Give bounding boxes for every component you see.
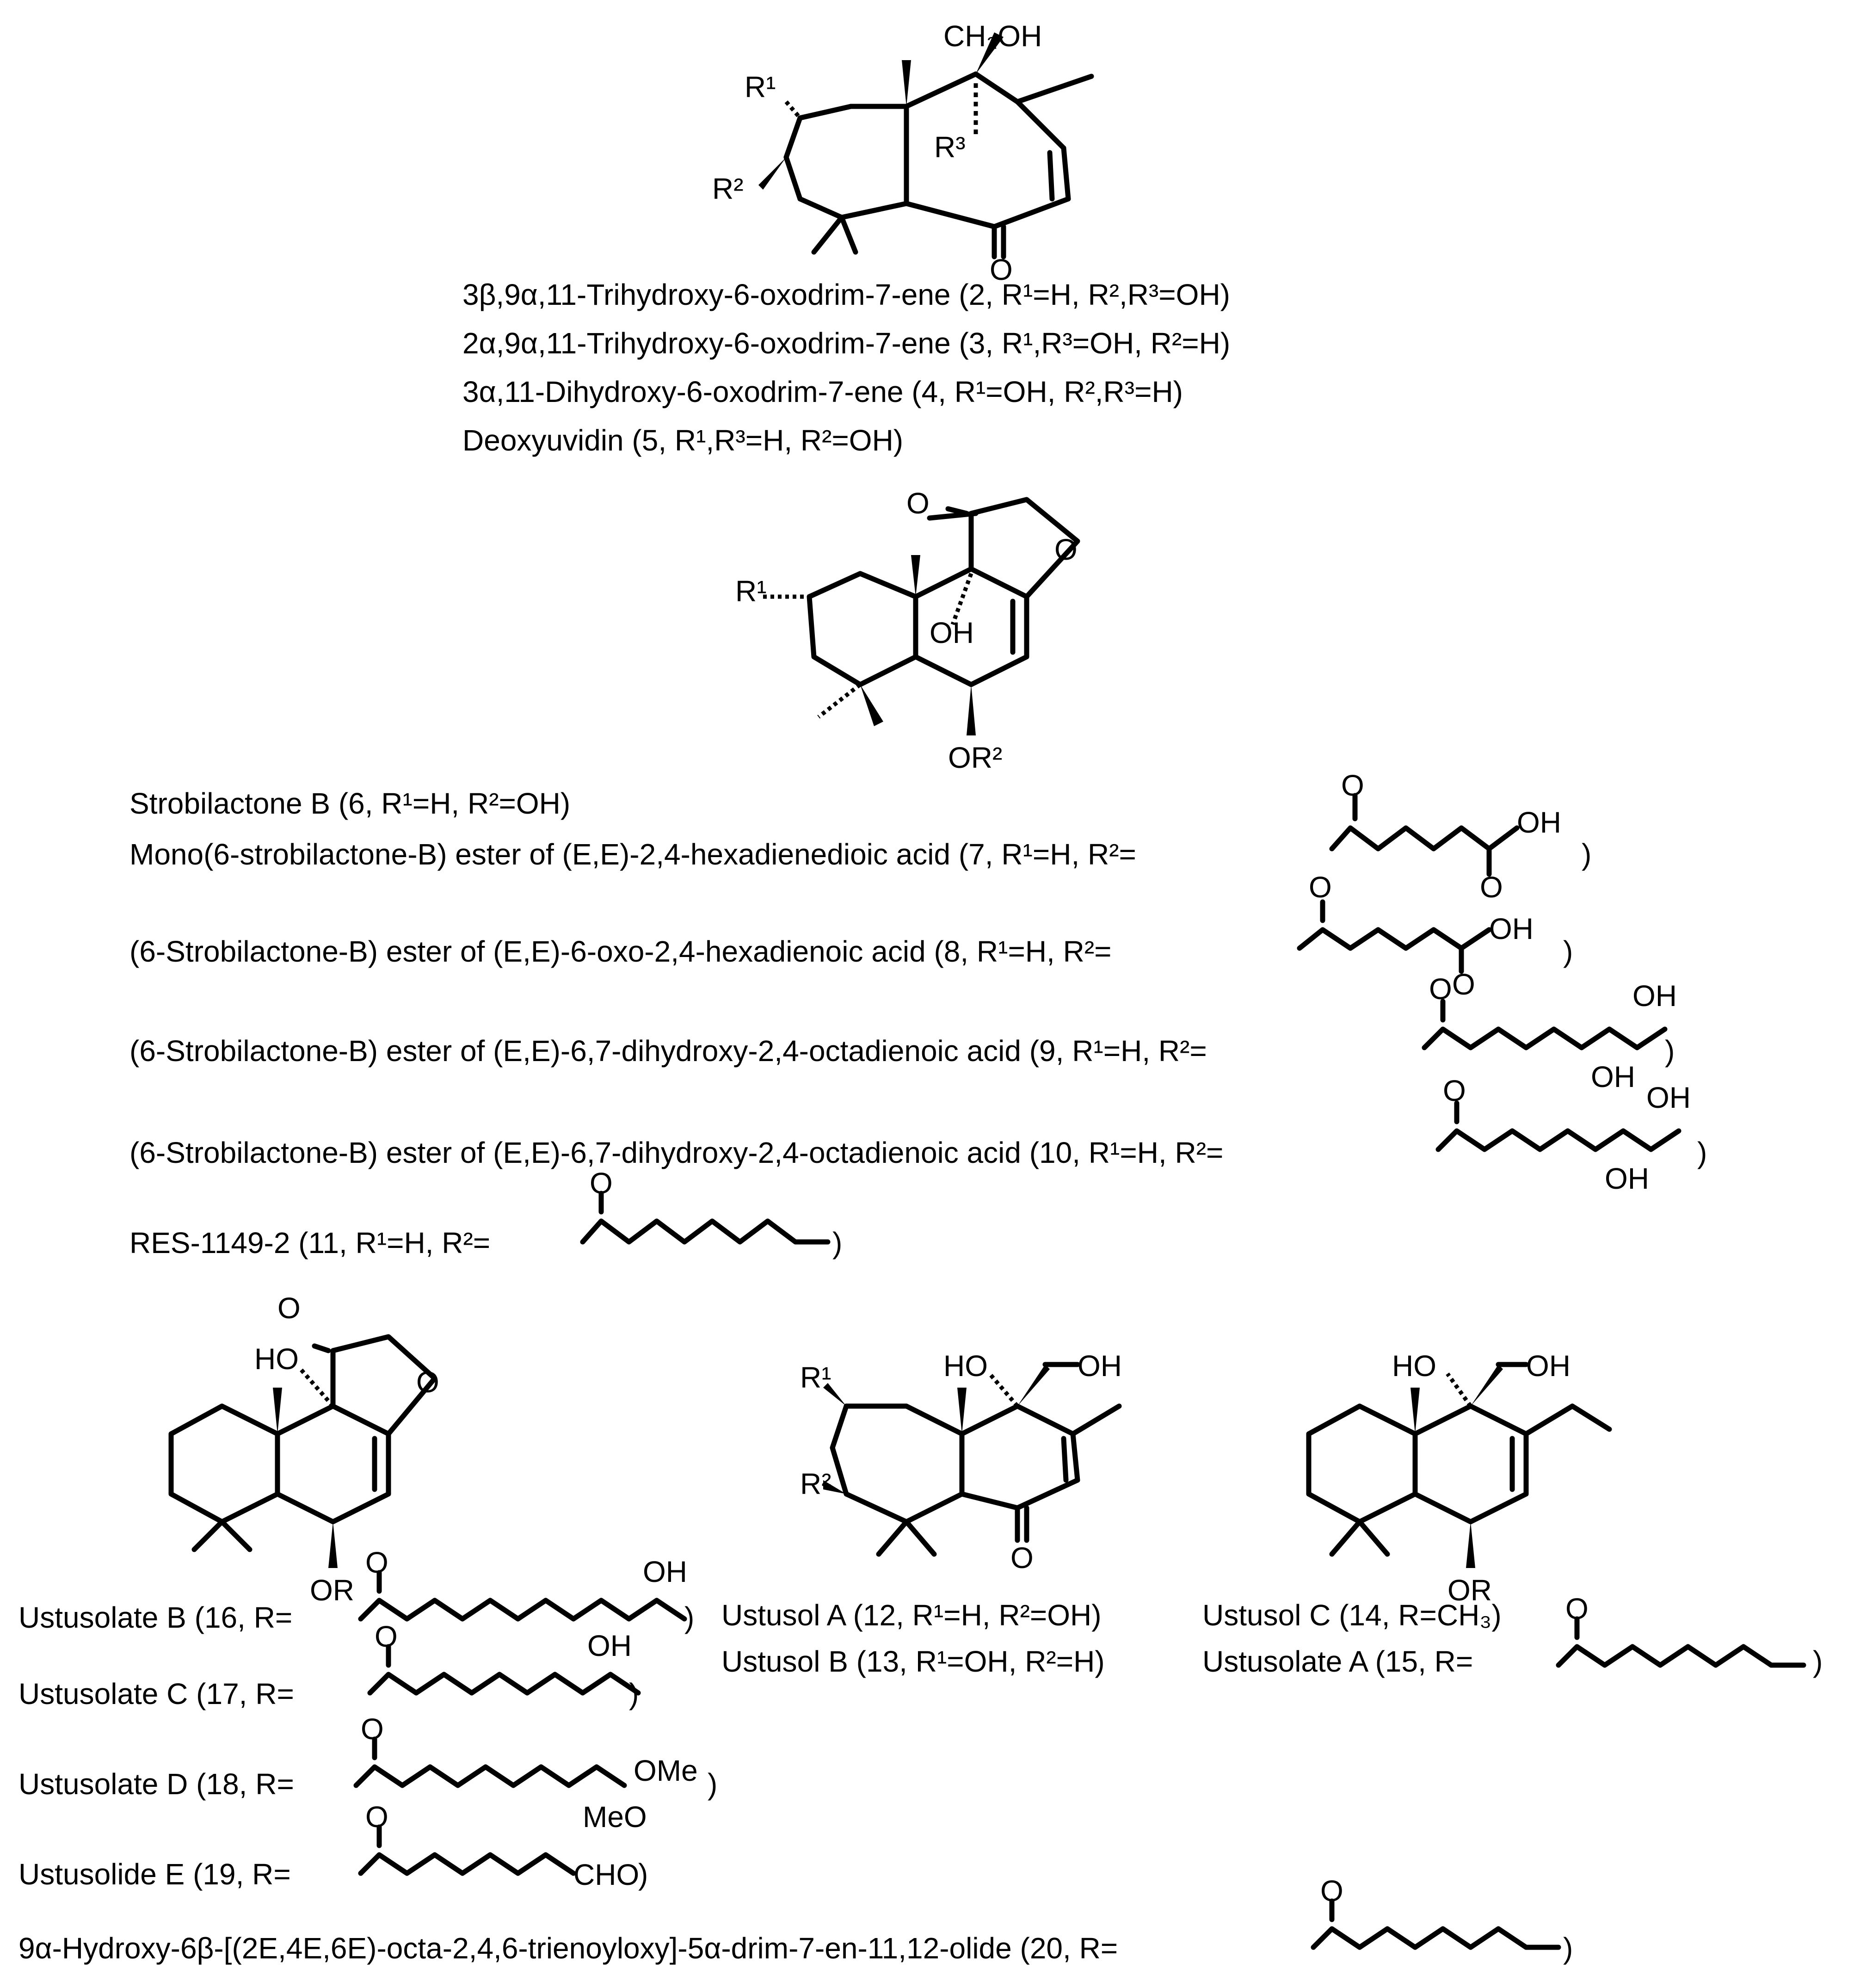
compound-17-close: )	[629, 1677, 639, 1710]
hydroxyl-oh-label: OH	[1078, 1349, 1122, 1383]
compound-2-label: 3β,9α,11-Trihydroxy-6-oxodrim-7-ene (2, R¹=H, R²,R³=OH)	[462, 278, 1230, 311]
c18-meo-label: MeO	[583, 1800, 647, 1834]
compound-11-label: RES-1149-2 (11, R¹=H, R²=	[129, 1226, 491, 1259]
lactone-carbonyl-oxygen-label: O	[277, 1291, 301, 1325]
r1-label: R¹	[745, 70, 776, 104]
compound-17-label: Ustusolate C (17, R=	[18, 1677, 294, 1710]
r3-label: R³	[934, 130, 966, 164]
side-chain-17	[370, 1620, 638, 1693]
ketone-oxygen-label: O	[990, 253, 1013, 286]
c18-o-label: O	[361, 1712, 384, 1746]
side-chain-11	[583, 1167, 828, 1242]
c20-o-label: O	[1320, 1874, 1343, 1908]
scaffold-4-structure	[800, 1349, 1122, 1574]
side-chain-15	[1558, 1592, 1804, 1665]
side-chain-10	[1438, 1074, 1691, 1195]
compound-18-close: )	[708, 1767, 718, 1801]
c10-o-label: O	[1443, 1074, 1466, 1107]
compound-13-label: Ustusol B (13, R¹=OH, R²=H)	[721, 1645, 1105, 1678]
c9-o-label: O	[1429, 972, 1452, 1006]
compound-16-close: )	[684, 1601, 695, 1634]
c10-oh-label: OH	[1646, 1081, 1691, 1114]
compound-18-label: Ustusolate D (18, R=	[18, 1767, 294, 1801]
compound-4-label: 3α,11-Dihydroxy-6-oxodrim-7-ene (4, R¹=OH, R²,R³=H)	[462, 375, 1183, 408]
compound-10-close: )	[1697, 1136, 1707, 1169]
r2-label: R²	[712, 172, 744, 205]
compound-15-label: Ustusolate A (15, R=	[1202, 1645, 1473, 1678]
hydroxyl-ho-label: HO	[943, 1349, 988, 1383]
hydroxyl-oh-label: OH	[1526, 1349, 1571, 1383]
compound-7-close: )	[1582, 838, 1592, 871]
c19-o-label: O	[365, 1800, 388, 1834]
or-label: OR	[1447, 1574, 1492, 1607]
compound-11-close: )	[832, 1226, 843, 1259]
ketone-oxygen-label: O	[1010, 1541, 1034, 1574]
c16-o-label: O	[365, 1546, 388, 1579]
compound-12-label: Ustusol A (12, R¹=H, R²=OH)	[721, 1599, 1102, 1632]
lactone-ring-oxygen-label: O	[1054, 533, 1078, 566]
c17-oh-label: OH	[587, 1629, 632, 1662]
r2-label: R²	[800, 1467, 831, 1500]
c8-o-label: O	[1309, 871, 1332, 904]
r1-label: R¹	[735, 574, 767, 608]
lactone-ring-oxygen-label: O	[416, 1365, 439, 1399]
c10-oh2-label: OH	[1605, 1162, 1649, 1195]
compound-10-label: (6-Strobilactone-B) ester of (E,E)-6,7-dihydroxy-2,4-octadienoic acid (10, R¹=H, R²=	[129, 1136, 1224, 1169]
side-chain-20	[1313, 1874, 1558, 1947]
c16-oh-label: OH	[643, 1555, 687, 1588]
c7-o2-label: O	[1480, 871, 1503, 904]
compound-16-label: Ustusolate B (16, R=	[18, 1601, 293, 1634]
lactone-carbonyl-oxygen-label: O	[906, 487, 930, 520]
hydroxyl-label: HO	[254, 1342, 299, 1376]
c9-oh2-label: OH	[1591, 1060, 1635, 1093]
scaffold-5-structure	[1309, 1349, 1609, 1607]
or-label: OR	[310, 1574, 354, 1607]
compound-3-label: 2α,9α,11-Trihydroxy-6-oxodrim-7-ene (3, R¹,R³=OH, R²=H)	[462, 327, 1231, 360]
r1-label: R¹	[800, 1361, 831, 1394]
compound-20-label: 9α-Hydroxy-6β-[(2E,4E,6E)-octa-2,4,6-trienoyloxy]-5α-drim-7-en-11,12-olide (20, R=	[18, 1932, 1118, 1965]
compound-19-close: )	[638, 1858, 648, 1891]
compound-9-close: )	[1665, 1034, 1675, 1068]
compound-8-label: (6-Strobilactone-B) ester of (E,E)-6-oxo-2,4-hexadienoic acid (8, R¹=H, R²=	[129, 935, 1112, 968]
c18-ome-label: OMe	[634, 1754, 698, 1787]
compound-5-label: Deoxyuvidin (5, R¹,R³=H, R²=OH)	[462, 424, 904, 457]
compound-9-label: (6-Strobilactone-B) ester of (E,E)-6,7-dihydroxy-2,4-octadienoic acid (9, R¹=H, R²=	[129, 1034, 1207, 1068]
compound-6-label: Strobilactone B (6, R¹=H, R²=OH)	[129, 787, 571, 820]
compound-20-close: )	[1563, 1932, 1573, 1965]
c19-cho-label: CHO	[573, 1858, 640, 1891]
c15-o-label: O	[1565, 1592, 1589, 1625]
c8-oh-label: OH	[1489, 912, 1534, 945]
hydroxyl-label: OH	[930, 616, 974, 649]
c7-o-label: O	[1341, 769, 1364, 802]
side-chain-16	[361, 1546, 687, 1619]
c9-oh-label: OH	[1632, 979, 1677, 1013]
c17-o-label: O	[375, 1620, 398, 1653]
side-chain-18	[356, 1712, 698, 1834]
compound-14-label: Ustusol C (14, R=CH₃)	[1202, 1599, 1502, 1632]
hydroxyl-ho-label: HO	[1392, 1349, 1436, 1383]
compound-15-close: )	[1813, 1645, 1823, 1678]
scaffold-3-structure	[171, 1291, 439, 1607]
compound-19-label: Ustusolide E (19, R=	[18, 1858, 291, 1891]
scaffold-1-structure	[712, 19, 1091, 286]
ch2oh-label: CH₂OH	[943, 19, 1042, 53]
or2-label: OR²	[948, 741, 1003, 774]
side-chain-7	[1332, 769, 1561, 904]
scaffold-2-structure	[735, 487, 1078, 774]
c8-o2-label: O	[1452, 968, 1475, 1001]
c11-o-label: O	[590, 1167, 613, 1200]
compound-8-close: )	[1563, 935, 1573, 968]
c7-oh-label: OH	[1517, 806, 1561, 839]
compound-7-label: Mono(6-strobilactone-B) ester of (E,E)-2,4-hexadienedioic acid (7, R¹=H, R²=	[129, 838, 1136, 871]
